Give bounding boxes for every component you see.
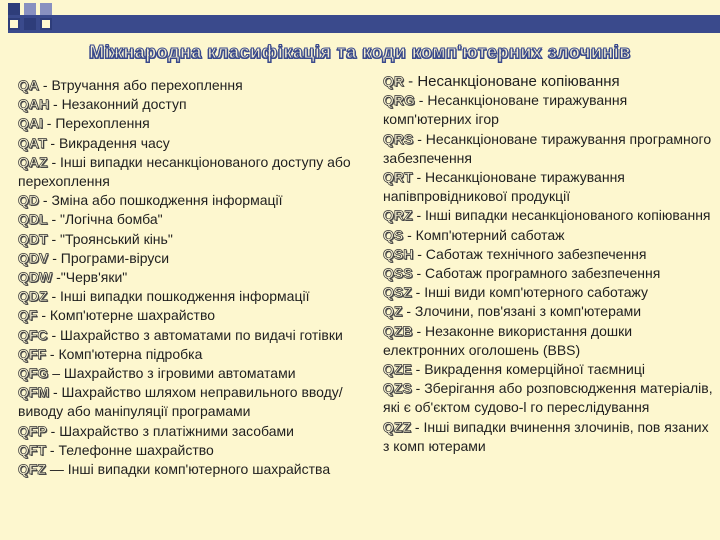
code-label: QFM <box>18 384 50 401</box>
code-description: - Комп'ютерний саботаж <box>403 226 565 243</box>
code-label: QR <box>383 73 404 89</box>
code-label: QFP <box>18 422 47 439</box>
code-description: - Викрадення комерційної таємниці <box>411 361 645 378</box>
deco-square <box>8 18 20 30</box>
code-label: QSS <box>383 265 413 282</box>
deco-square <box>8 3 20 15</box>
code-entry-4 <box>18 153 364 191</box>
code-entry-r9 <box>383 302 713 321</box>
code-entry-18 <box>18 460 364 479</box>
header-band <box>8 15 720 33</box>
code-label: QAT <box>18 134 47 151</box>
code-label: QZS <box>383 380 412 397</box>
code-description: - Несанкціоноване тиражування напівпровідникової продукції <box>383 169 625 205</box>
code-description: - Зміна або пошкодження інформації <box>39 192 283 209</box>
code-description: - Шахрайство шляхом неправильного вводу/виводу або маніпуляції програмами <box>18 384 343 420</box>
code-description: - Злочини, пов'язані з комп'ютерами <box>402 303 642 320</box>
code-entry-10 <box>18 287 364 306</box>
code-label: QDZ <box>18 288 48 305</box>
code-label: QZB <box>383 322 413 339</box>
code-entry-2 <box>18 114 364 133</box>
code-label: QRS <box>383 130 414 147</box>
code-label: QZ <box>383 303 403 320</box>
code-label: QRZ <box>383 207 413 224</box>
code-entry-5 <box>18 191 364 210</box>
code-entry-r3 <box>383 168 713 206</box>
code-description: - Саботаж технічного забезпечення <box>413 245 647 262</box>
code-entry-r7 <box>383 264 713 283</box>
code-entry-13 <box>18 345 364 364</box>
right-column <box>383 72 713 456</box>
code-entry-11 <box>18 306 364 325</box>
code-description: - Перехоплення <box>42 115 150 132</box>
code-entry-1 <box>18 95 364 114</box>
code-description: - Інші випадки пошкодження інформації <box>47 288 310 305</box>
code-description: - Комп'ютерна підробка <box>46 345 203 362</box>
code-description: - Телефонне шахрайство <box>46 441 214 458</box>
code-description: - Комп'ютерне шахрайство <box>37 307 216 324</box>
code-entry-9 <box>18 268 364 287</box>
code-entry-17 <box>18 441 364 460</box>
code-entry-0 <box>18 76 364 95</box>
code-entry-12 <box>18 326 364 345</box>
code-entry-r8 <box>383 283 713 302</box>
code-description: — Інші випадки комп'ютерного шахрайства <box>46 461 331 478</box>
code-label: QAZ <box>18 153 48 170</box>
code-label: QSZ <box>383 284 412 301</box>
code-description: - Викрадення часу <box>46 134 170 151</box>
code-entry-r13 <box>383 418 713 456</box>
code-entry-r12 <box>383 379 713 417</box>
code-entry-14 <box>18 364 364 383</box>
code-label: QSH <box>383 245 414 262</box>
code-description: - Незаконне використання дошки електронних оголошень (BBS) <box>383 322 633 358</box>
code-description: - Програми-віруси <box>48 249 170 266</box>
left-column <box>18 76 364 479</box>
code-label: QDW <box>18 269 53 286</box>
code-entry-3 <box>18 134 364 153</box>
code-label: QDL <box>18 211 48 228</box>
code-description: - Інші випадки вчинення злочинів, пов язаних з комп ютерами <box>383 418 709 454</box>
code-label: QF <box>18 307 38 324</box>
code-label: QFG <box>18 365 49 382</box>
code-description: - Шахрайство з автоматами по видачі готівки <box>47 326 343 343</box>
code-label: QS <box>383 226 404 243</box>
code-entry-r11 <box>383 360 713 379</box>
code-entry-15 <box>18 383 364 421</box>
code-label: QDV <box>18 249 49 266</box>
deco-square <box>40 3 52 15</box>
code-label: QFC <box>18 326 48 343</box>
code-description: - Втручання або перехоплення <box>39 77 243 93</box>
code-description: - Саботаж програмного забезпечення <box>412 265 661 282</box>
code-description: -"Черв'яки" <box>52 269 128 286</box>
deco-square <box>40 18 52 30</box>
code-entry-r0 <box>383 72 713 91</box>
deco-square <box>24 3 36 15</box>
code-description: - Інші випадки несанкціонованого доступу або перехоплення <box>18 153 351 190</box>
code-description: - "Логічна бомба" <box>47 211 163 228</box>
code-label: QRT <box>383 169 413 186</box>
code-description: – Шахрайство з ігровими автоматами <box>48 365 296 382</box>
code-entry-16 <box>18 422 364 441</box>
code-entry-r1 <box>383 91 713 129</box>
code-label: QA <box>18 77 39 93</box>
code-description: - "Троянський кінь" <box>47 230 173 247</box>
code-label: QZE <box>383 361 412 378</box>
code-entry-r2 <box>383 130 713 168</box>
code-label: QAH <box>18 96 50 113</box>
code-description: - Зберігання або розповсюдження матеріалів, які є об'єктом судово-l го переслідування <box>383 380 713 416</box>
code-entry-r10 <box>383 322 713 360</box>
code-entry-r4 <box>383 206 713 225</box>
code-entry-8 <box>18 249 364 268</box>
code-label: QAI <box>18 115 43 132</box>
code-label: QFZ <box>18 461 46 478</box>
code-description: - Несанкціоноване тиражування комп'ютерних ігор <box>383 92 628 128</box>
code-label: QFT <box>18 441 46 458</box>
code-label: QZZ <box>383 418 411 435</box>
code-description: - Інші випадки несанкціонованого копіювання <box>412 207 711 224</box>
code-label: QRG <box>383 92 415 109</box>
code-description: - Інші види комп'ютерного саботажу <box>411 284 649 301</box>
deco-square <box>24 18 36 30</box>
code-description: - Несанкціоноване тиражування програмного забезпечення <box>383 130 712 166</box>
code-label: QDT <box>18 230 48 247</box>
code-description: - Незаконний доступ <box>49 96 187 113</box>
code-description: - Шахрайство з платіжними засобами <box>46 422 294 439</box>
code-entry-7 <box>18 230 364 249</box>
code-entry-r5 <box>383 226 713 245</box>
code-description: - Несанкціоноване копіювання <box>404 73 620 90</box>
code-label: QD <box>18 192 39 209</box>
code-label: QFF <box>18 345 46 362</box>
code-entry-r6 <box>383 245 713 264</box>
page-title: Міжнародна класифікація та коди комп'ютерних злочинів <box>89 42 631 62</box>
code-entry-6 <box>18 210 364 229</box>
